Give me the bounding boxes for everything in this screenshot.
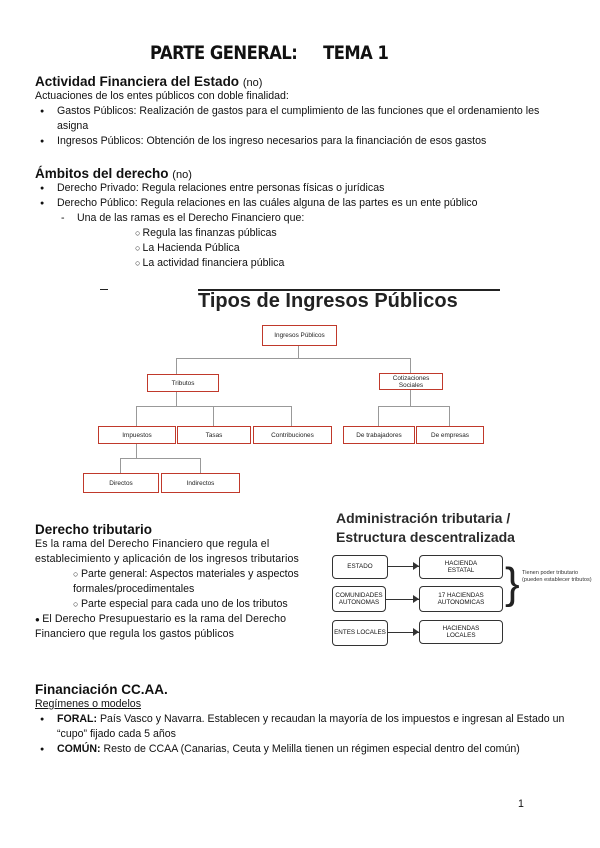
list-item: Parte general: Aspectos materiales y aspectos formales/procedimentales bbox=[73, 568, 299, 595]
actividad-intro: Actuaciones de los entes públicos con doble finalidad: bbox=[35, 90, 289, 102]
derecho-tributario-heading: Derecho tributario bbox=[35, 522, 153, 537]
presupuestario-text: El Derecho Presupuestario es la rama del Derecho Financiero que regula los gastos públicos bbox=[35, 613, 287, 640]
brace-icon: } bbox=[505, 559, 520, 608]
section-derecho-tributario bbox=[35, 522, 300, 642]
list-item: ● Gastos Públicos: Realización de gastos para el cumplimiento de las funciones que el ordenamiento les asigna bbox=[35, 104, 565, 134]
list-item: ● COMÚN: Resto de CCAA (Canarias, Ceuta y Melilla tienen un régimen especial dentro del común) bbox=[35, 742, 565, 757]
administracion-note: Tienen poder tributario (pueden establecer tributos) bbox=[522, 570, 592, 583]
node-ingresos-publicos: Ingresos Públicos bbox=[262, 325, 337, 346]
ambitos-heading: Ámbitos del derecho (no) bbox=[35, 166, 192, 181]
bullet-icon: ● bbox=[35, 615, 43, 624]
list-item: ● Derecho Público: Regula relaciones en las cuáles alguna de las partes es un ente público bbox=[35, 196, 565, 211]
node-impuestos: Impuestos bbox=[98, 426, 176, 444]
list-item: Regula las finanzas públicas bbox=[142, 227, 277, 239]
financiacion-subheading: Regímenes o modelos bbox=[35, 698, 141, 710]
circle-bullet-icon: ○ bbox=[135, 243, 141, 253]
circle-bullet-icon: ○ bbox=[135, 228, 141, 238]
section-actividad bbox=[35, 74, 565, 149]
financiacion-heading: Financiación CC.AA. bbox=[35, 682, 168, 697]
circle-bullet-icon: ○ bbox=[73, 569, 81, 579]
node-haciendas-locales: HACIENDAS LOCALES bbox=[419, 620, 503, 644]
ambitos-sub: - Una de las ramas es el Derecho Financiero que: bbox=[35, 211, 565, 226]
divider bbox=[100, 289, 108, 290]
section-ambitos bbox=[35, 166, 565, 271]
node-cotizaciones: Cotizaciones Sociales bbox=[379, 373, 443, 390]
list-item: ● FORAL: País Vasco y Navarra. Establecen y recaudan la mayoría de los impuestos e ingresan al Estado un “cupo” fijado cada 5 años bbox=[35, 712, 565, 742]
node-indirectos: Indirectos bbox=[161, 473, 240, 493]
node-directos: Directos bbox=[83, 473, 159, 493]
section-financiacion bbox=[35, 682, 565, 757]
node-empresas: De empresas bbox=[416, 426, 484, 444]
list-item: La actividad financiera pública bbox=[142, 257, 285, 269]
node-hacienda-estatal: HACIENDA ESTATAL bbox=[419, 555, 503, 579]
node-entes-locales: ENTES LOCALES bbox=[332, 620, 388, 646]
derecho-tributario-intro: Es la rama del Derecho Financiero que regula el establecimiento y aplicación de los ingresos tributarios bbox=[35, 538, 299, 565]
list-item: ● Ingresos Públicos: Obtención de los ingreso necesarios para la financiación de esos gastos bbox=[35, 134, 565, 149]
list-item: La Hacienda Pública bbox=[142, 242, 240, 254]
list-item: ● Derecho Privado: Regula relaciones entre personas físicas o jurídicas bbox=[35, 181, 565, 196]
list-item: Parte especial para cada uno de los tributos bbox=[80, 598, 288, 610]
node-trabajadores: De trabajadores bbox=[343, 426, 415, 444]
node-haciendas-autonomicas: 17 HACIENDAS AUTONOMICAS bbox=[419, 586, 503, 612]
administracion-heading: Administración tributaria / Estructura descentralizada bbox=[336, 510, 515, 545]
circle-bullet-icon: ○ bbox=[73, 599, 81, 609]
node-tributos: Tributos bbox=[147, 374, 219, 392]
actividad-heading: Actividad Financiera del Estado (no) bbox=[35, 74, 263, 89]
page-title: PARTE GENERAL: TEMA 1 bbox=[150, 42, 389, 64]
node-estado: ESTADO bbox=[332, 555, 388, 579]
page-number: 1 bbox=[518, 798, 524, 810]
circle-bullet-icon: ○ bbox=[135, 258, 141, 268]
node-comunidades: COMUNIDADES AUTONOMAS bbox=[332, 586, 386, 612]
node-contribuciones: Contribuciones bbox=[253, 426, 332, 444]
diagram-title: Tipos de Ingresos Públicos bbox=[198, 290, 458, 312]
node-tasas: Tasas bbox=[177, 426, 251, 444]
